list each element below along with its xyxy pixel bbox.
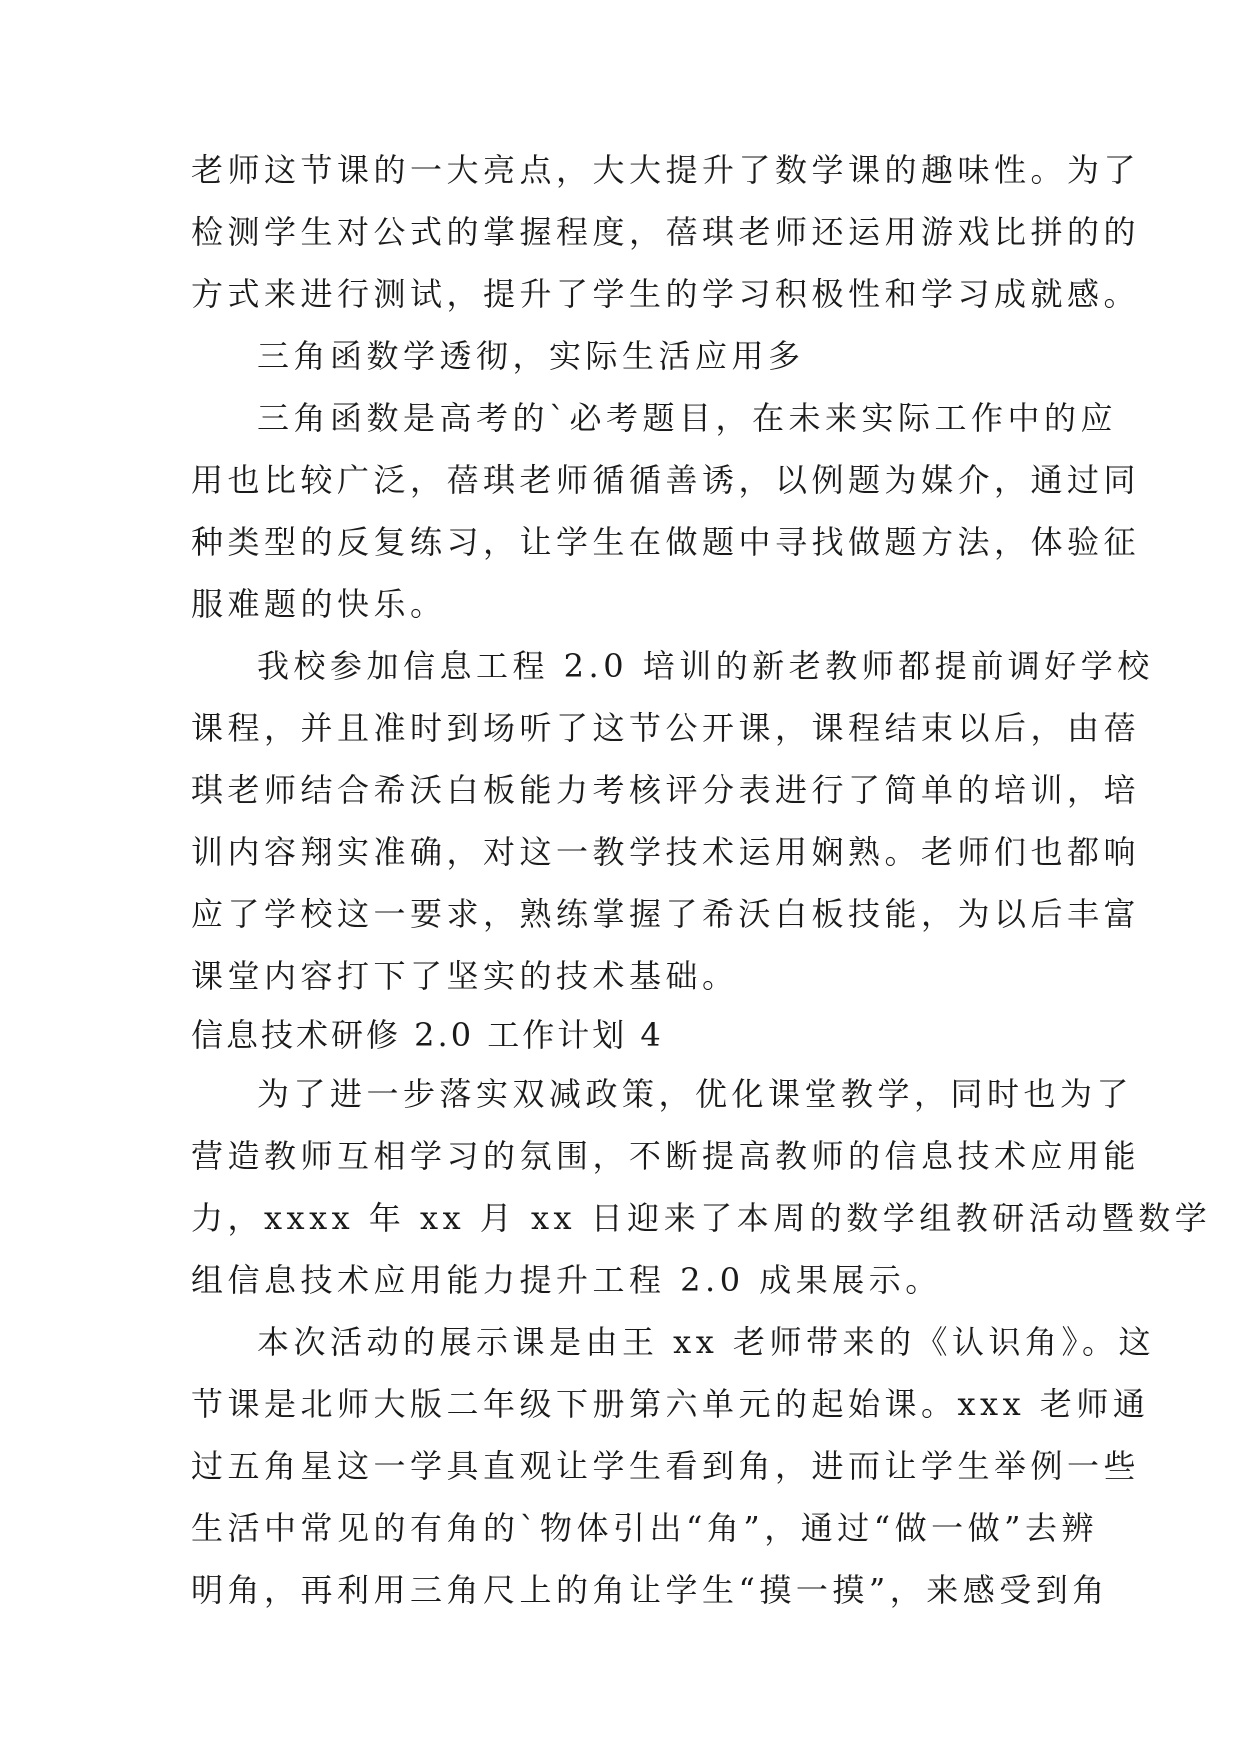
paragraph-line: 课程，并且准时到场听了这节公开课，课程结束以后，由蓓 bbox=[191, 709, 1141, 747]
paragraph-line: 用也比较广泛，蓓琪老师循循善诱，以例题为媒介，通过同 bbox=[191, 461, 1141, 499]
paragraph-line: 组信息技术应用能力提升工程 2.0 成果展示。 bbox=[191, 1261, 942, 1299]
paragraph-line: 种类型的反复练习，让学生在做题中寻找做题方法，体验征 bbox=[191, 523, 1141, 561]
paragraph-line: 训内容翔实准确，对这一教学技术运用娴熟。老师们也都响 bbox=[191, 833, 1141, 871]
paragraph-line: 节课是北师大版二年级下册第六单元的起始课。xxx 老师通 bbox=[191, 1385, 1150, 1423]
paragraph-line: 琪老师结合希沃白板能力考核评分表进行了简单的培训，培 bbox=[191, 771, 1141, 809]
paragraph-line: 老师这节课的一大亮点，大大提升了数学课的趣味性。为了 bbox=[191, 151, 1141, 189]
paragraph-line: 方式来进行测试，提升了学生的学习积极性和学习成就感。 bbox=[191, 275, 1141, 313]
paragraph-line: 本次活动的展示课是由王 xx 老师带来的《认识角》。这 bbox=[257, 1323, 1155, 1361]
paragraph-line: 生活中常见的有角的`物体引出“角”，通过“做一做”去辨 bbox=[191, 1509, 1098, 1547]
paragraph-line: 三角函数是高考的`必考题目，在未来实际工作中的应 bbox=[257, 399, 1118, 437]
paragraph-line: 课堂内容打下了坚实的技术基础。 bbox=[191, 957, 739, 995]
paragraph-line: 过五角星这一学具直观让学生看到角，进而让学生举例一些 bbox=[191, 1447, 1141, 1485]
section-subheading: 三角函数学透彻，实际生活应用多 bbox=[257, 337, 805, 375]
paragraph-line: 力，xxxx 年 xx 月 xx 日迎来了本周的数学组教研活动暨数学 bbox=[191, 1199, 1212, 1237]
paragraph-line: 营造教师互相学习的氛围，不断提高教师的信息技术应用能 bbox=[191, 1137, 1141, 1175]
paragraph-line: 应了学校这一要求，熟练掌握了希沃白板技能，为以后丰富 bbox=[191, 895, 1141, 933]
paragraph-line: 服难题的快乐。 bbox=[191, 585, 447, 623]
paragraph-line: 检测学生对公式的掌握程度，蓓琪老师还运用游戏比拼的的 bbox=[191, 213, 1141, 251]
paragraph-line: 明角，再利用三角尺上的角让学生“摸一摸”，来感受到角 bbox=[191, 1571, 1109, 1609]
paragraph-line: 为了进一步落实双减政策，优化课堂教学，同时也为了 bbox=[257, 1075, 1134, 1113]
paragraph-line: 我校参加信息工程 2.0 培训的新老教师都提前调好学校 bbox=[257, 647, 1154, 685]
section-title: 信息技术研修 2.0 工作计划 4 bbox=[191, 1016, 664, 1054]
